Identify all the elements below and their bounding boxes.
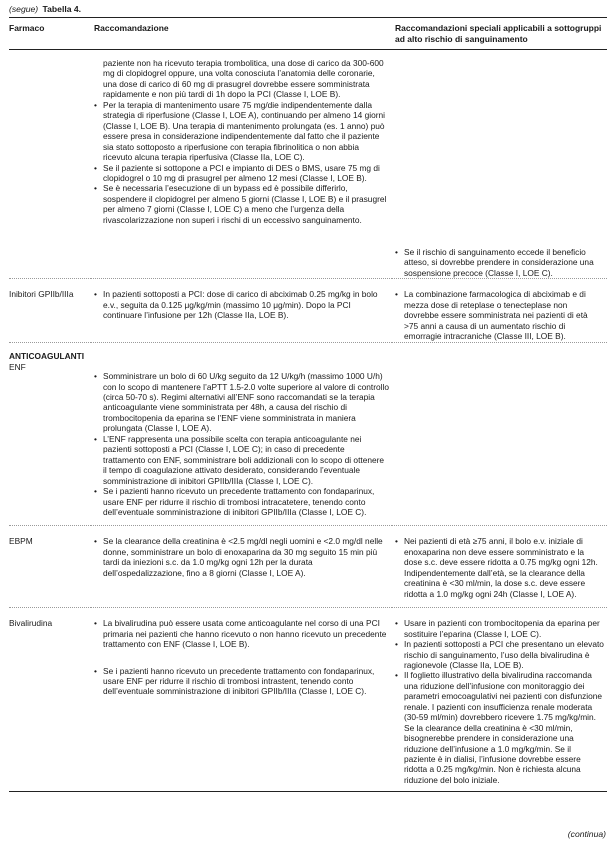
- special-recommendation-cell: [392, 279, 607, 342]
- header-farmaco: Farmaco: [9, 18, 91, 50]
- section-title: ANTICOAGULANTI: [9, 350, 85, 361]
- special-recommendation-cell: [392, 526, 607, 608]
- list-item: • Se il rischio di sanguinamento eccede il beneficio atteso, si dovrebbe prendere in considerazione una sospensione precoce (Classe I, LOE C).: [395, 247, 604, 278]
- list-item: • Se è necessaria l’esecuzione di un bypass ed è possibile differirlo, sospendere il clopidogrel per almeno 5 giorni (Classe I, LOE B) e il prasugrel per almeno 7 giorni (Classe I, LOE C) a meno che l’urgenza della rivascolarizzazione non superi i rischi di un eccessivo sanguinamento.: [94, 183, 389, 225]
- table-row: [9, 526, 607, 608]
- continued-label: (continua): [567, 829, 606, 839]
- table-caption: [9, 4, 81, 15]
- list-item: • Se i pazienti hanno ricevuto un precedente trattamento con fondaparinux, usare ENF per ridurre il rischio di trombosi intracatetere, tenendo conto dell’eventuale somministrazione di inibitori GPIIb/IIIa (Classe I, LOE C).: [94, 486, 389, 517]
- recommendation-cell: [91, 361, 392, 526]
- special-recommendation-cell: [392, 361, 607, 526]
- recommendation-cell: [91, 279, 392, 342]
- recommendation-cell: [91, 608, 392, 792]
- list-item: • Se il paziente si sottopone a PCI e impianto di DES o BMS, usare 75 mg di clopidogrel o 10 mg di prasugrel per almeno 12 mesi (Classe I, LOE B).: [94, 163, 389, 184]
- list-item: • La bivalirudina può essere usata come anticoagulante nel corso di una PCI primaria nei pazienti che hanno ricevuto o non hanno ricevuto un precedente trattamento con ENF (Classe I, LOE B).: [94, 618, 389, 649]
- list-item: • Usare in pazienti con trombocitopenia da eparina per sostituire l’eparina (Classe I, LOE C).: [395, 618, 604, 639]
- header-raccomandazione: Raccomandazione: [91, 18, 392, 50]
- special-recommendation-cell: [392, 50, 607, 279]
- recommendation-text: paziente non ha ricevuto terapia trombolitica, una dose di carico da 300-600 mg di clopidogrel oppure, una volta conosciuta l’anatomia delle coronarie, una dose di carico di 60 mg di prasugrel dovrebbe essere somministrata rapidamente e non più tardi di 1h dopo la PCI (Classe I, LOE B).: [103, 58, 384, 100]
- table-row: [9, 50, 607, 279]
- recommendation-cell: [91, 50, 392, 279]
- list-item: • Nei pazienti di età ≥75 anni, il bolo e.v. iniziale di enoxaparina non deve essere somministrato e la dose s.c. deve essere ridotta a 0.75 mg/kg ogni 12h. Indipendentemente dall’età, se la clearance della creatinina è <30 ml/min, la dose s.c. deve essere ridotta a 1.0 mg/kg ogni 24h (Classe I, LOE A).: [395, 536, 604, 599]
- list-item: • L’ENF rappresenta una possibile scelta con terapia anticoagulante nei pazienti sottoposti a PCI (Classe I, LOE C); in caso di precedente trattamento con ENF, somministrare boli addizionali con lo scopo di ottenere il tempo di coagulazione attivato desiderato, considerando l’eventuale somministrazione di inibitori GPIIb/IIIa (Classe I, LOE C).: [94, 434, 389, 486]
- caption-continued-label: (segue): [9, 4, 39, 14]
- special-recommendation-cell: [392, 608, 607, 792]
- table-row: [9, 608, 607, 792]
- table-row: [9, 361, 607, 526]
- table-row: [9, 279, 607, 342]
- table-header-row: [9, 18, 607, 50]
- drug-name: Inibitori GPIIb/IIIa: [9, 279, 91, 342]
- list-item: • In pazienti sottoposti a PCI che presentano un elevato rischio di sanguinamento, l’uso della bivalirudina è ragionevole (Classe IIa, LOE B).: [395, 639, 604, 670]
- list-item: • Per la terapia di mantenimento usare 75 mg/die indipendentemente dalla strategia di riperfusione (Classe I, LOE A), continuando per almeno 14 giorni (Classe I, LOE B). Una terapia di mantenimento prolungata (es. 1 anno) può essere presa in considerazione indipendentemente dal fatto che il paziente sia stato sottoposto a riperfusione con terapia fibrinolitica o non abbia ricevuto alcuna terapia riperfusiva (Classe IIa, LOE C).: [94, 100, 389, 163]
- recommendations-table: [9, 17, 607, 792]
- drug-name: ENF: [9, 361, 91, 526]
- list-item: • Se i pazienti hanno ricevuto un precedente trattamento con fondaparinux, usare ENF per ridurre il rischio di trombosi intrastent, tenendo conto dell’eventuale somministrazione di inibitori GPIIb/IIIa (Classe I, LOE C).: [94, 666, 389, 697]
- drug-cell: [9, 50, 91, 279]
- list-item: • Il foglietto illustrativo della bivalirudina raccomanda una riduzione dell’infusione con monitoraggio dei parametri emocoagulativi nei pazienti con disfunzione renale. I pazienti con insufficienza renale moderata (30-59 ml/min) dovrebbero ricevere 1.75 mg/kg/min. Se la clearance della creatinina è <30 ml/min, bisognerebbe prendere in considerazione una riduzione dell’infusione a 1.0 mg/kg/min. Se il paziente è in dialisi, l’infusione dovrebbe essere ridotta a 0.25 mg/kg/min. Non è richiesta alcuna riduzione del bolo iniziale.: [395, 670, 604, 785]
- caption-table-number: Tabella 4.: [42, 4, 82, 14]
- drug-name: Bivalirudina: [9, 608, 91, 792]
- list-item: • Somministrare un bolo di 60 U/kg seguito da 12 U/kg/h (massimo 1000 U/h) con lo scopo di mantenere l’aPTT 1.5-2.0 volte superiore al valore di controllo (circa 50-70 s). Regimi alternativi all’ENF sono raccomandati se la terapia anticoagulante viene somministrata per 48h, a causa del rischio di trombocitopenia da eparina se l’ENF viene somministrata in maniera prolungata (Classe I, LOE A).: [94, 371, 389, 434]
- recommendation-cell: [91, 526, 392, 608]
- section-row: [9, 342, 607, 361]
- list-item: • In pazienti sottoposti a PCI: dose di carico di abciximab 0.25 mg/kg in bolo e.v., seguita da 0.125 μg/kg/min (massimo 10 μg/min). Dopo la PCI continuare l’infusione per 12h (Classe IIa, LOE B).: [94, 289, 389, 320]
- list-item: • Se la clearance della creatinina è <2.5 mg/dl negli uomini e <2.0 mg/dl nelle donne, somministrare un bolo di enoxaparina da 30 mg seguito 15 min più tardi da iniezioni s.c. da 1.0 mg/kg ogni 12h per la durata dell’ospedalizzazione, fino a 8 giorni (Classe I, LOE A).: [94, 536, 389, 578]
- drug-name: EBPM: [9, 526, 91, 608]
- header-raccomandazioni-speciali: Raccomandazioni speciali applicabili a sottogruppi ad alto rischio di sanguinamento: [392, 18, 607, 50]
- list-item: • La combinazione farmacologica di abciximab e di mezza dose di reteplase o tenecteplase non dovrebbe essere somministrata nei pazienti di età >75 anni a causa di un aumentato rischio di emorragie intracraniche (Classe III, LOE B).: [395, 289, 604, 341]
